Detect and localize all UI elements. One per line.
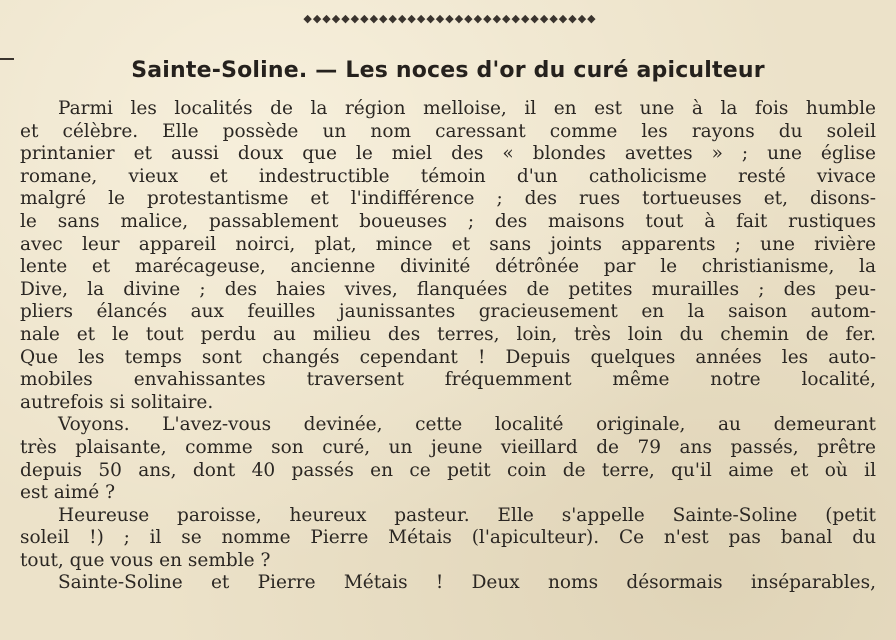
text-line: Dive, la divine ; des haies vives, flanquées de petites murailles ; des peu- xyxy=(20,278,876,300)
text-line: tout, que vous en semble ? xyxy=(20,549,271,571)
text-line: est aimé ? xyxy=(20,482,115,504)
text-line: mobiles envahissantes traversent fréquemment même notre localité, xyxy=(20,369,876,391)
text-line: Heureuse paroisse, heureux pasteur. Elle s'appelle Sainte-Soline (petit xyxy=(58,504,876,526)
text-line: avec leur appareil noirci, plat, mince et sans joints apparents ; une rivière xyxy=(20,233,876,255)
article-body xyxy=(20,98,876,595)
text-line: depuis 50 ans, dont 40 passés en ce petit coin de terre, qu'il aime et où il xyxy=(20,459,876,481)
text-line: et célèbre. Elle possède un nom caressant comme les rayons du soleil xyxy=(20,120,876,142)
ornamental-divider: ◆◆◆◆◆◆◆◆◆◆◆◆◆◆◆◆◆◆◆◆◆◆◆◆◆◆◆◆◆◆◆ xyxy=(303,12,597,25)
text-line: soleil !) ; il se nomme Pierre Métais (l'apiculteur). Ce n'est pas banal du xyxy=(20,527,876,549)
text-line: malgré le protestantisme et l'indifférence ; des rues tortueuses et, disons- xyxy=(20,188,876,210)
text-line: lente et marécageuse, ancienne divinité détrônée par le christianisme, la xyxy=(20,256,876,278)
article-title: Sainte-Soline. — Les noces d'or du curé apiculteur xyxy=(131,58,765,83)
text-line: très plaisante, comme son curé, un jeune vieillard de 79 ans passés, prêtre xyxy=(20,436,876,458)
text-line: printanier et aussi doux que le miel des « blondes avettes » ; une église xyxy=(20,143,876,165)
text-line: Sainte-Soline et Pierre Métais ! Deux noms désormais inséparables, xyxy=(58,572,876,594)
text-line: Voyons. L'avez-vous devinée, cette localité originale, au demeurant xyxy=(58,414,876,436)
text-line: pliers élancés aux feuilles jaunissantes gracieusement en la saison autom- xyxy=(20,301,876,323)
text-line: autrefois si solitaire. xyxy=(20,391,214,413)
text-line: romane, vieux et indestructible témoin d'un catholicisme resté vivace xyxy=(20,165,876,187)
text-line: le sans malice, passablement boueuses ; des maisons tout à fait rustiques xyxy=(20,210,876,232)
text-line: Parmi les localités de la région melloise, il en est une à la fois humble xyxy=(58,98,876,119)
text-line: Que les temps sont changés cependant ! Depuis quelques années les auto- xyxy=(20,346,876,368)
text-line: nale et le tout perdu au milieu des terres, loin, très loin du chemin de fer. xyxy=(20,323,876,345)
